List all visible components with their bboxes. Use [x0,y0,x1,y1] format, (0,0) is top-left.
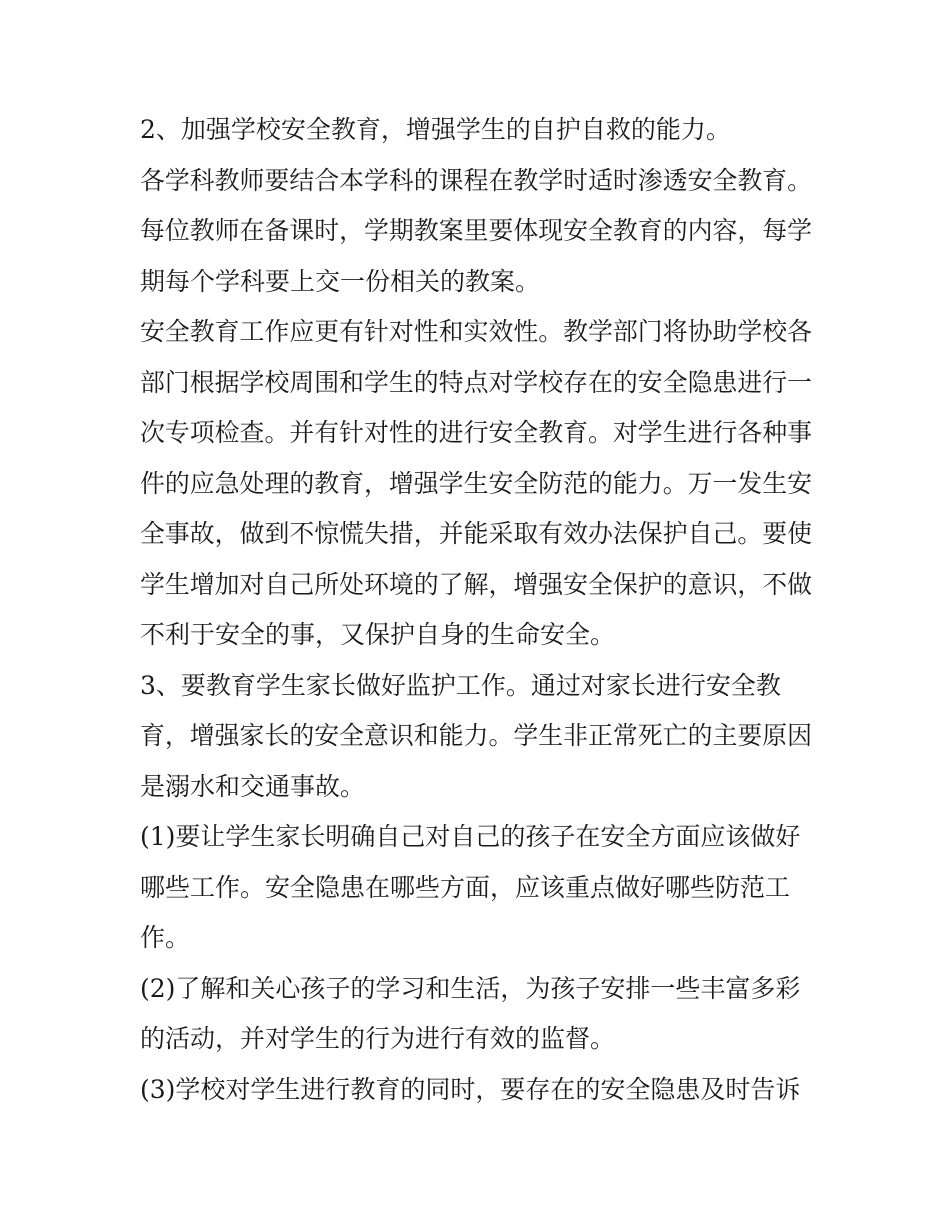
text-line: 哪些工作。安全隐患在哪些方面，应该重点做好哪些防范工 [140,873,791,902]
text-line: 不利于安全的事，又保护自身的生命安全。 [140,620,616,649]
text-line: 件的应急处理的教育，增强学生安全防范的能力。万一发生安 [140,469,813,498]
text-line: 每位教师在备课时，学期教案里要体现安全教育的内容，每学 [140,216,813,245]
text-line: 各学科教师要结合本学科的课程在教学时适时渗透安全教育。 [140,166,813,195]
text-line: 3、要教育学生家长做好监护工作。通过对家长进行安全教 [140,671,781,700]
text-line: (2)了解和关心孩子的学习和生活，为孩子安排一些丰富多彩 [140,974,801,1003]
text-line: 全事故，做到不惊慌失措，并能采取有效办法保护自己。要使 [140,519,813,548]
text-line: 次专项检查。并有针对性的进行安全教育。对学生进行各种事 [140,418,813,447]
text-line: 2、加强学校安全教育，增强学生的自护自救的能力。 [140,115,731,144]
text-line: 安全教育工作应更有针对性和实效性。教学部门将协助学校各 [140,317,813,346]
text-line: 的活动，并对学生的行为进行有效的监督。 [140,1024,616,1053]
text-line: 部门根据学校周围和学生的特点对学校存在的安全隐患进行一 [140,368,813,397]
text-line: (1)要让学生家长明确自己对自己的孩子在安全方面应该做好 [140,822,801,851]
text-line: 学生增加对自己所处环境的了解，增强安全保护的意识，不做 [140,570,813,599]
text-line: 期每个学科要上交一份相关的教案。 [140,267,541,296]
text-line: 育，增强家长的安全意识和能力。学生非正常死亡的主要原因 [140,721,813,750]
text-line: 是溺水和交通事故。 [140,772,366,801]
text-line: (3)学校对学生进行教育的同时，要存在的安全隐患及时告诉 [140,1075,801,1104]
text-line: 作。 [140,923,191,952]
